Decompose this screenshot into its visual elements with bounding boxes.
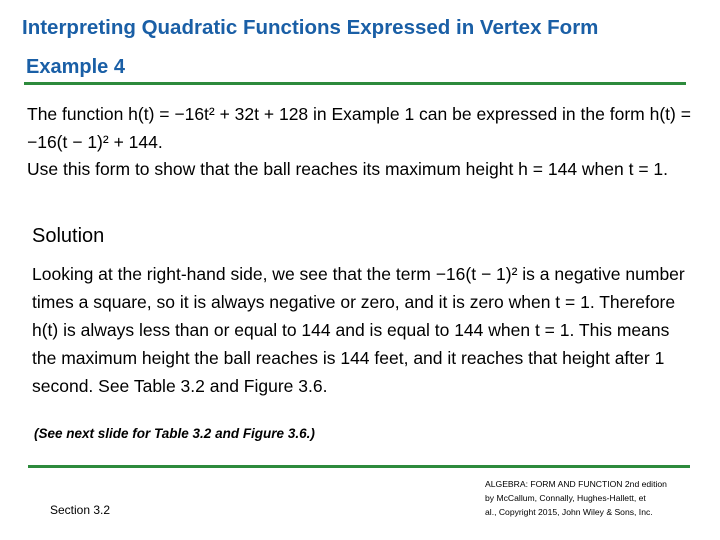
- problem-line-1: The function h(t) = −16t² + 32t + 128 in Example 1 can be expressed in the form h(t) = −16(t − 1)² + 144.: [27, 104, 691, 152]
- solution-text: Looking at the right-hand side, we see that the term −16(t − 1)² is a negative number times a square, so it is always negative or zero, and it is zero when t = 1. Therefore h(t) is always less than or equal to 144 and is equal to 144 when t = 1. This means the maximum height the ball reaches is 144 feet, and it reaches that height after 1 second. See Table 3.2 and Figure 3.6.: [32, 264, 685, 396]
- slide-title: Interpreting Quadratic Functions Expressed in Vertex Form: [22, 16, 599, 39]
- copyright-credit: [485, 477, 700, 520]
- example-label: Example 4: [26, 56, 125, 78]
- credit-line-2: by McCallum, Connally, Hughes-Hallett, et: [485, 493, 646, 504]
- section-label: Section 3.2: [50, 503, 111, 517]
- credit-line-3: al., Copyright 2015, John Wiley & Sons, Inc.: [485, 507, 653, 518]
- bottom-divider: [28, 465, 690, 468]
- next-slide-note: (See next slide for Table 3.2 and Figure 3.6.): [34, 426, 315, 441]
- solution-heading: Solution: [32, 225, 105, 247]
- problem-statement: [27, 101, 697, 184]
- solution-body: [32, 260, 692, 400]
- top-divider: [24, 82, 686, 85]
- credit-line-1: ALGEBRA: FORM AND FUNCTION 2nd edition: [485, 479, 667, 489]
- problem-line-2: Use this form to show that the ball reaches its maximum height h = 144 when t = 1.: [27, 159, 669, 179]
